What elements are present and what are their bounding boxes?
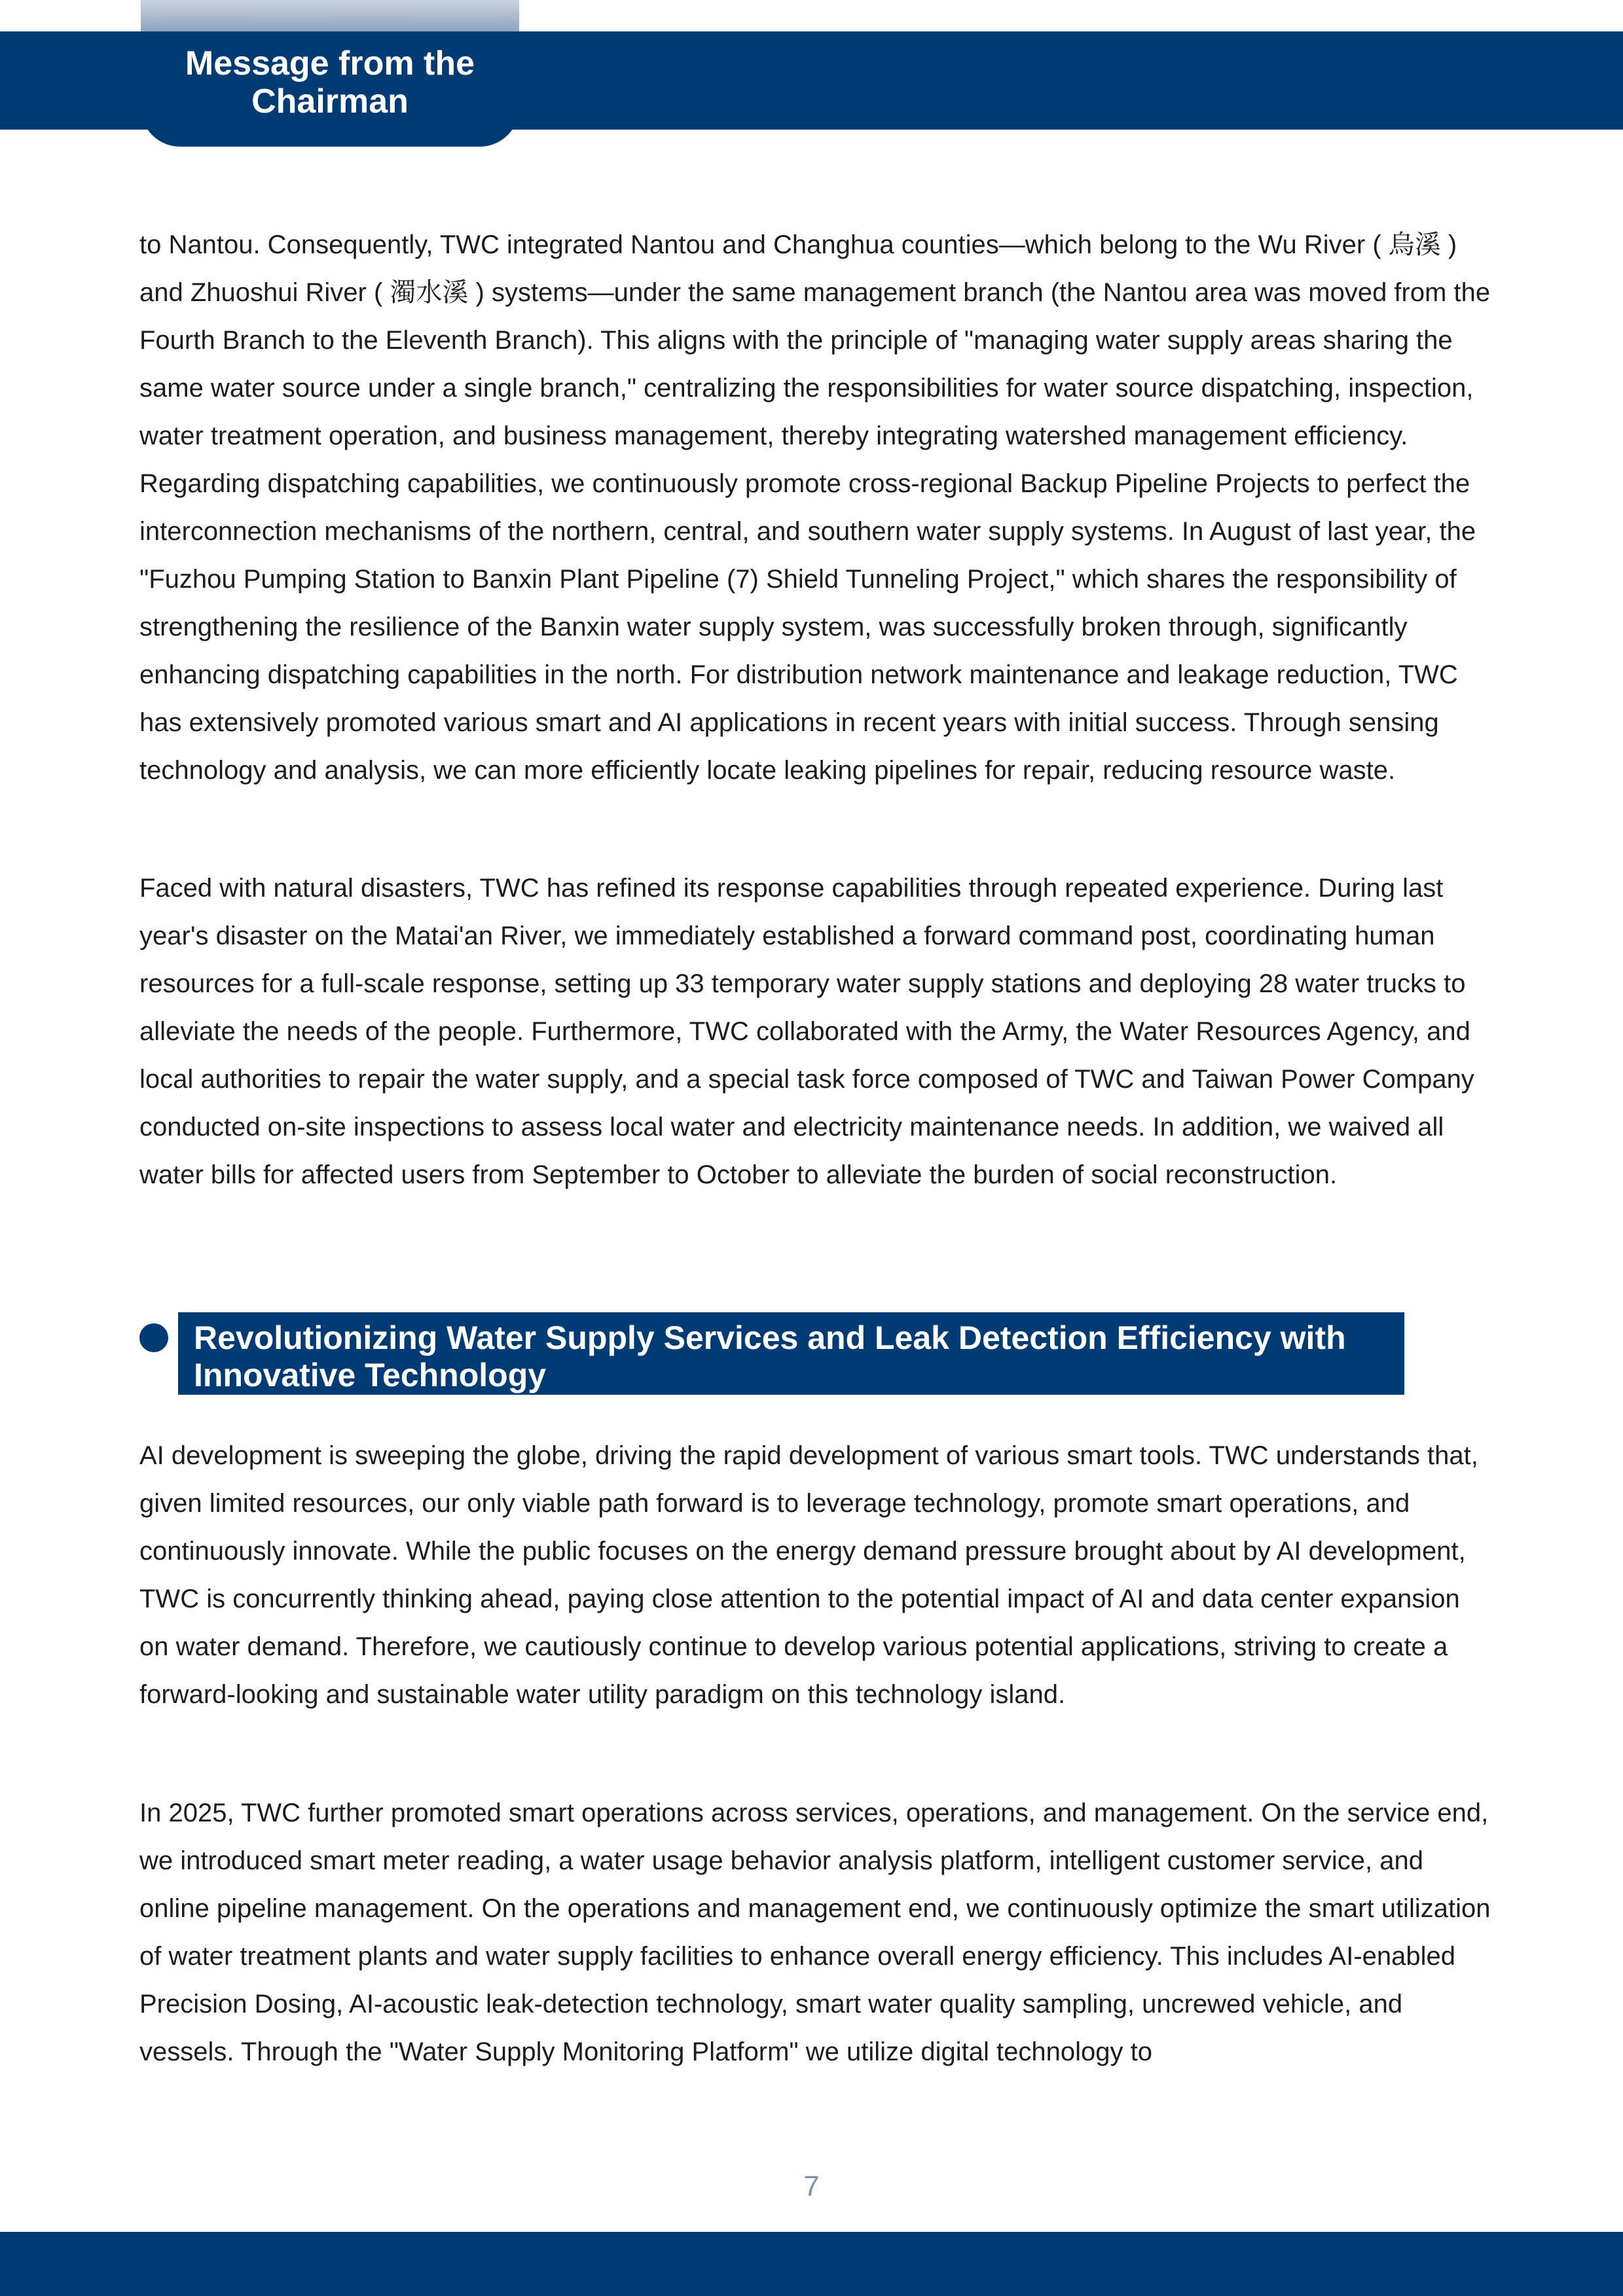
- paragraph-text: In 2025, TWC further promoted smart operations across services, operations, and management. On the service end, we introduced smart meter reading, a water usage behavior analysis platform, intelligent customer service, and online pipeline management. On the operations and management end, we continuously optimize the smart utilization of water treatment plants and water supply facilities to enhance overall energy efficiency. This includes AI-enabled Precision Dosing, AI-acoustic leak-detection technology, smart water quality sampling, uncrewed vehicle, and vessels. Through the "Water Supply Monitoring Platform" we utilize digital technology to: [139, 1799, 1491, 2066]
- section-heading: [139, 1312, 1404, 1395]
- header-tab: [141, 31, 519, 147]
- paragraph-text: to Nantou. Consequently, TWC integrated Nantou and Changhua counties—which belong to the Wu River ( 烏溪 ) and Zhuoshui River ( 濁水溪 ) systems—under the same management branch (the Nantou area was moved from the Fourth Branch to the Eleventh Branch). This aligns with the principle of "managing water supply areas sharing the same water source under a single branch," centralizing the responsibilities for water source dispatching, inspection, water treatment operation, and business management, thereby integrating watershed management efficiency. Regarding dispatching capabilities, we continuously promote cross-regional Backup Pipeline Projects to perfect the interconnection mechanisms of the northern, central, and southern water supply systems. In August of last year, the "Fuzhou Pumping Station to Banxin Plant Pipeline (7) Shield Tunneling Project," which shares the responsibility of strengthening the resilience of the Banxin water supply system, was successfully broken through, significantly enhancing dispatching capabilities in the north. For distribution network maintenance and leakage reduction, TWC has extensively promoted various smart and AI applications in recent years with initial success. Through sensing technology and analysis, we can more efficiently locate leaking pipelines for repair, reducing resource waste.: [139, 230, 1491, 785]
- footer-band: [0, 2232, 1623, 2296]
- paragraph-text: Faced with natural disasters, TWC has refined its response capabilities through repeated experience. During last year's disaster on the Matai'an River, we immediately established a forward command post, coordinating human resources for a full-scale response, setting up 33 temporary water supply stations and deploying 28 water trucks to alleviate the needs of the people. Furthermore, TWC collaborated with the Army, the Water Resources Agency, and local authorities to repair the water supply, and a special task force composed of TWC and Taiwan Power Company conducted on-site inspections to assess local water and electricity maintenance needs. In addition, we waived all water bills for affected users from September to October to alleviate the burden of social reconstruction.: [139, 874, 1474, 1189]
- body-paragraph-1: [139, 221, 1495, 795]
- header-tab-gradient: [141, 0, 519, 31]
- bullet-dot-icon: [139, 1323, 168, 1352]
- body-paragraph-2: [139, 865, 1495, 1199]
- body-paragraph-4: [139, 1789, 1495, 2076]
- section-heading-text: Revolutionizing Water Supply Services and Leak Detection Efficiency with Innovative Technology: [178, 1312, 1404, 1395]
- section-tab-title: Message from the Chairman: [185, 45, 475, 120]
- paragraph-text: AI development is sweeping the globe, driving the rapid development of various smart tools. TWC understands that, given limited resources, our only viable path forward is to leverage technology, promote smart operations, and continuously innovate. While the public focuses on the energy demand pressure brought about by AI development, TWC is concurrently thinking ahead, paying close attention to the potential impact of AI and data center expansion on water demand. Therefore, we cautiously continue to develop various potential applications, striving to create a forward-looking and sustainable water utility paradigm on this technology island.: [139, 1441, 1478, 1709]
- page-number: 7: [803, 2170, 820, 2202]
- body-paragraph-3: [139, 1432, 1495, 1719]
